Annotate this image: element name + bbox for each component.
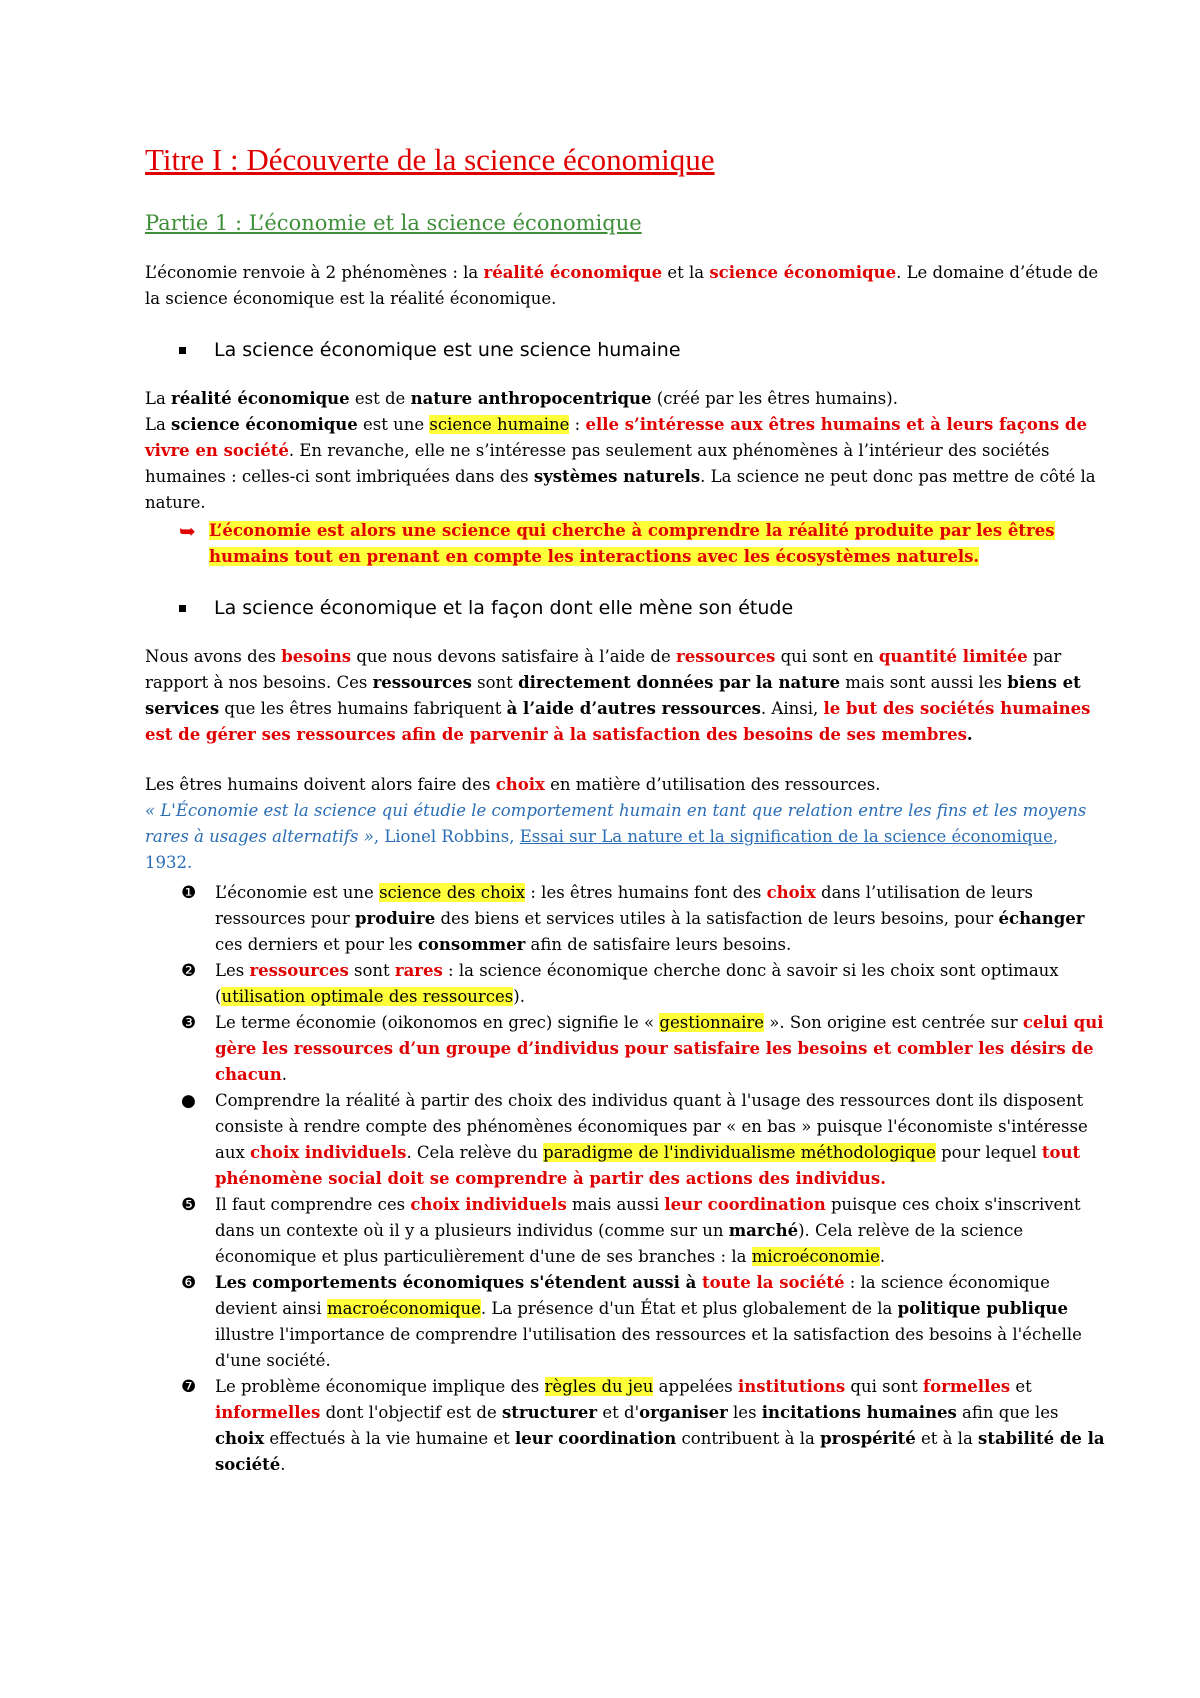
section2-paragraph-2: Les êtres humains doivent alors faire des choix en matière d’utilisation des ressources. [145, 775, 881, 794]
number-six-icon: ❻ [181, 1273, 197, 1293]
document-page [145, 140, 1105, 1478]
robbins-quote: « L'Économie est la science qui étudie le comportement humain en tant que relation entre les fins et les moyens rares à usages alternatifs », Lionel Robbins, Essai sur La nature et la signification de la science économique, 1932. [145, 801, 1087, 872]
curved-arrow-icon: ➥ [179, 519, 196, 543]
list-item: ❷ Les ressources sont rares : la science économique cherche donc à savoir si les choix sont optimaux (utilisation optimale des ressources). [145, 958, 1105, 1010]
list-item: ❻ Les comportements économiques s'étendent aussi à toute la société : la science économique devient ainsi macroéconomique. La présence d'un État et plus globalement de la politique publique illustre l'importance de comprendre l'utilisation des ressources et la satisfaction des besoins à l'échelle d'une société. [145, 1270, 1105, 1374]
number-one-icon: ❶ [181, 883, 197, 903]
section2-paragraph-1: Nous avons des besoins que nous devons satisfaire à l’aide de ressources qui sont en quantité limitée par rapport à nos besoins. Ces ressources sont directement données par la nature mais sont aussi les biens et services que les êtres humains fabriquent à l’aide d’autres ressources. Ainsi, le but des sociétés humaines est de gérer ses ressources afin de parvenir à la satisfaction des besoins de ses membres. [145, 647, 1091, 744]
document-title: Titre I : Découverte de la science économique [145, 142, 715, 177]
section-heading-2: La science économique et la façon dont elle mène son étude [145, 594, 1105, 622]
number-five-icon: ❺ [181, 1195, 197, 1215]
number-two-icon: ❷ [181, 961, 197, 981]
book-link[interactable]: Essai sur La nature et la signification de la science économique [519, 827, 1053, 846]
section-heading-1: La science économique est une science humaine [145, 336, 1105, 364]
part-heading: Partie 1 : L’économie et la science économique [145, 211, 642, 235]
list-item: ● Comprendre la réalité à partir des choix des individus quant à l'usage des ressources dont ils disposent consiste à rendre compte des phénomènes économiques par « en bas » puisque l'économiste s'intéresse aux choix individuels. Cela relève du paradigme de l'individualisme méthodologique pour lequel tout phénomène social doit se comprendre à partir des actions des individus. [145, 1088, 1105, 1192]
list-item: ❸ Le terme économie (oikonomos en grec) signifie le « gestionnaire ». Son origine est centrée sur celui qui gère les ressources d’un groupe d’individus pour satisfaire les besoins et combler les désirs de chacun. [145, 1010, 1105, 1088]
conclusion-item: ➥ L’économie est alors une science qui cherche à comprendre la réalité produite par les êtres humains tout en prenant en compte les interactions avec les écosystèmes naturels. [145, 518, 1105, 570]
number-three-icon: ❸ [181, 1013, 197, 1033]
square-bullet-icon [179, 605, 186, 612]
number-seven-icon: ❼ [181, 1377, 197, 1397]
black-circle-icon: ● [181, 1091, 196, 1111]
list-item: ❶ L’économie est une science des choix : les êtres humains font des choix dans l’utilisation de leurs ressources pour produire des biens et services utiles à la satisfaction de leurs besoins, pour échanger ces derniers et pour les consommer afin de satisfaire leurs besoins. [145, 880, 1105, 958]
list-item: ❼ Le problème économique implique des règles du jeu appelées institutions qui sont formelles et informelles dont l'objectif est de structurer et d'organiser les incitations humaines afin que les choix effectués à la vie humaine et leur coordination contribuent à la prospérité et à la stabilité de la société. [145, 1374, 1105, 1478]
section1-paragraph-1: La réalité économique est de nature anthropocentrique (créé par les êtres humains). [145, 389, 898, 408]
section1-paragraph-2: La science économique est une science humaine : elle s’intéresse aux êtres humains et à leurs façons de vivre en société. En revanche, elle ne s’intéresse pas seulement aux phénomènes à l’intérieur des sociétés humaines : celles-ci sont imbriquées dans des systèmes naturels. La science ne peut donc pas mettre de côté la nature. [145, 415, 1096, 512]
list-item: ❺ Il faut comprendre ces choix individuels mais aussi leur coordination puisque ces choix s'inscrivent dans un contexte où il y a plusieurs individus (comme sur un marché). Cela relève de la science économique et plus particulièrement d'une de ses branches : la microéconomie. [145, 1192, 1105, 1270]
numbered-list [145, 880, 1105, 1478]
intro-paragraph: L’économie renvoie à 2 phénomènes : la réalité économique et la science économique. Le domaine d’étude de la science économique est la réalité économique. [145, 263, 1099, 308]
square-bullet-icon [179, 347, 186, 354]
